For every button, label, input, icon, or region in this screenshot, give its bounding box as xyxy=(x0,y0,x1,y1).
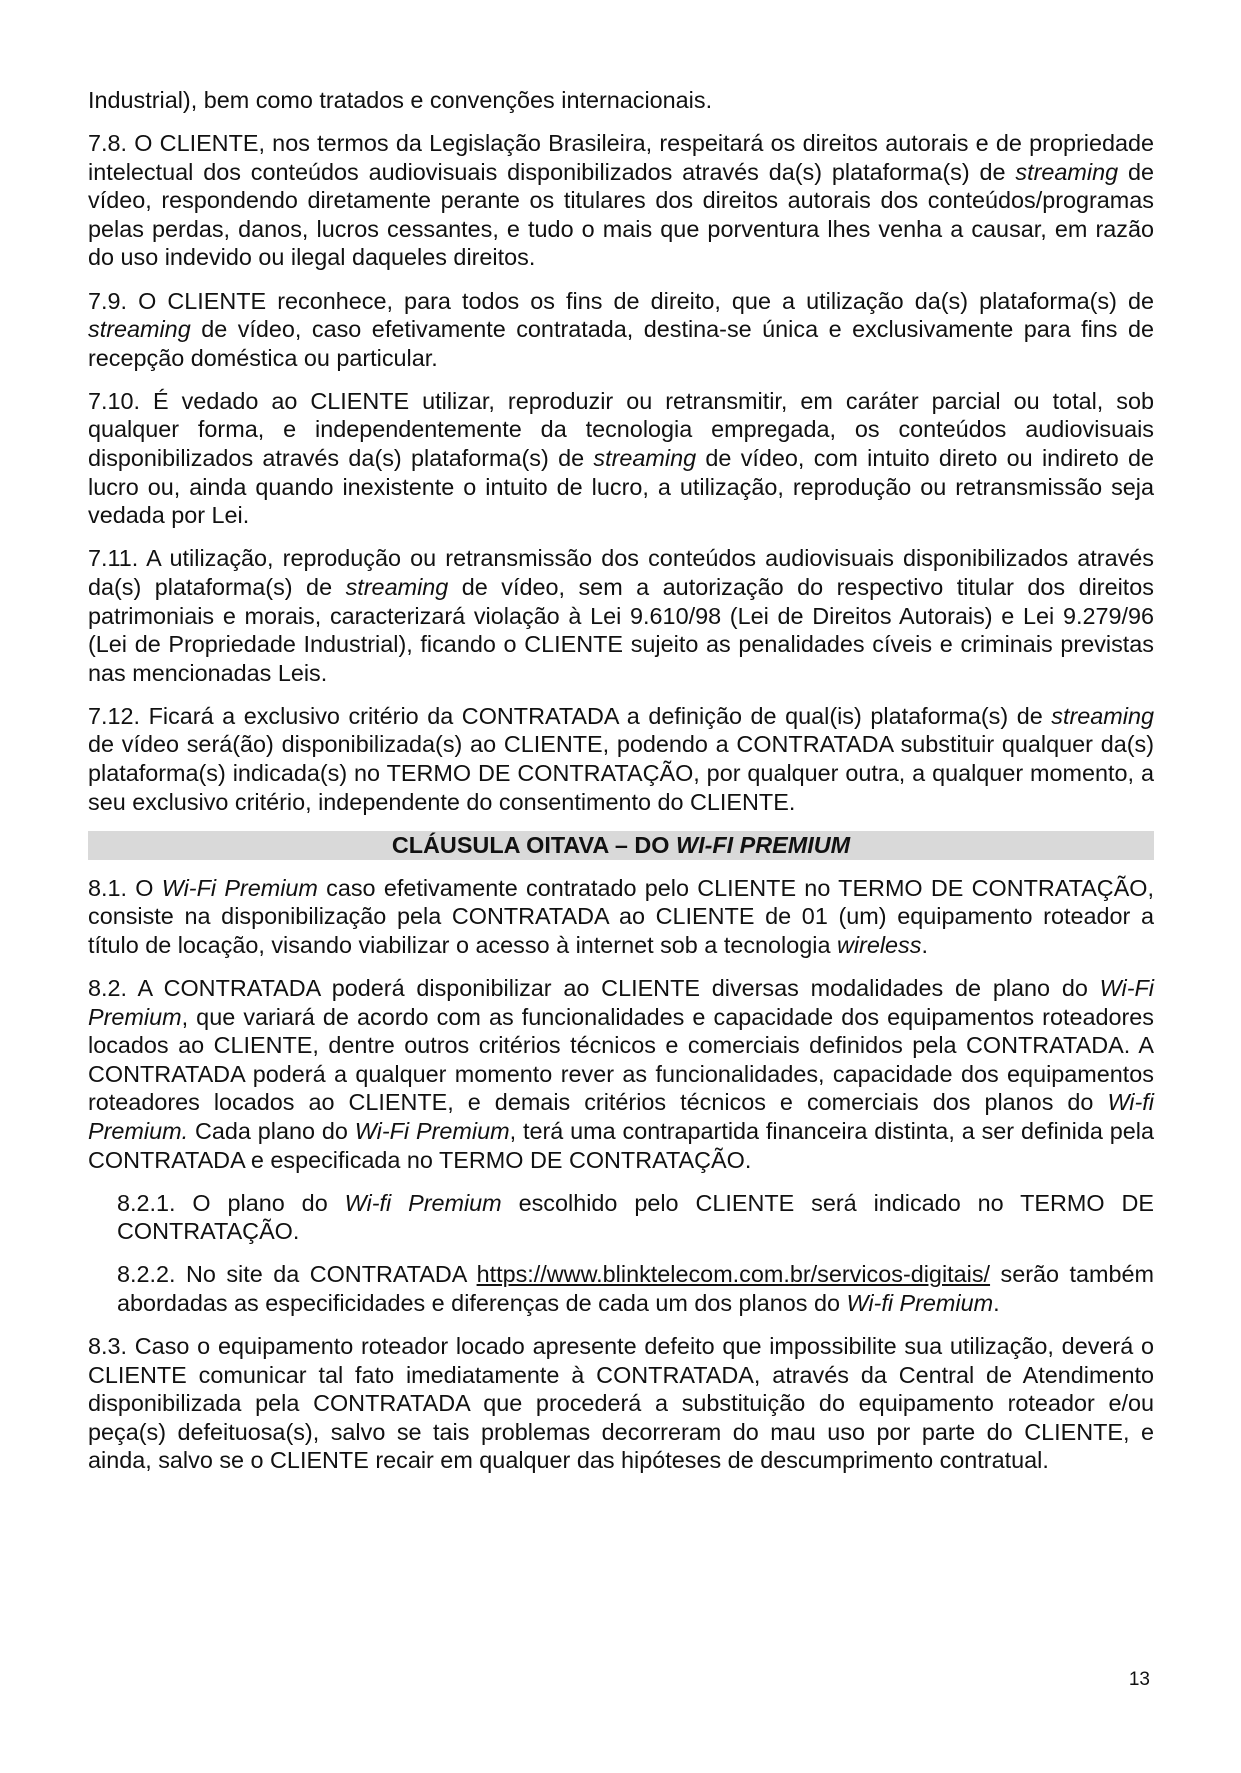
clause-8-1-text-c: caso efetivamente contratado pelo CLIENTE no TERMO DE CONTRATAÇÃO, consiste na disponibilização pela CONTRATADA ao CLIENTE de 01 (um) equipamento roteador a título de locação, visando viabilizar o acesso à internet sob a tecnologia xyxy=(88,874,1154,958)
intro-line-text: Industrial), bem como tratados e convenções internacionais. xyxy=(88,87,713,113)
clause-7-11-italic: streaming xyxy=(345,573,449,600)
document-body xyxy=(88,86,1154,1489)
intro-line xyxy=(88,86,1154,115)
clause-7-12-text-a: 7.12. Ficará a exclusivo critério da CONTRATADA a definição de qual(is) plataforma(s) de xyxy=(88,702,1052,729)
clause-8-2-1-italic: Wi-fi Premium xyxy=(344,1189,502,1216)
clause-8-heading-prefix: CLÁUSULA OITAVA – DO xyxy=(391,831,677,858)
clause-7-9-italic: streaming xyxy=(88,316,191,343)
clause-8-1-italic-b: Wi-Fi Premium xyxy=(161,874,318,901)
clause-7-8 xyxy=(88,129,1154,272)
clause-7-12 xyxy=(88,702,1154,816)
clause-7-12-text-c: de vídeo será(ão) disponibilizada(s) ao CLIENTE, podendo a CONTRATADA substituir qualquer da(s) plataforma(s) indicada(s) no TERMO DE CONTRATAÇÃO, por qualquer outra, a qualquer momento, a seu exclusivo critério, independente do consentimento do CLIENTE. xyxy=(88,731,1154,815)
clause-8-2-1-text-c: escolhido pelo CLIENTE será indicado no TERMO DE CONTRATAÇÃO. xyxy=(117,1189,1154,1245)
clause-7-9 xyxy=(88,287,1154,373)
clause-8-1 xyxy=(88,874,1154,960)
clause-8-2-text-e: Cada plano do xyxy=(188,1117,355,1144)
clause-8-heading xyxy=(88,831,1154,860)
page-number: 13 xyxy=(1128,1669,1150,1690)
clause-8-heading-italic: WI-FI PREMIUM xyxy=(676,831,851,858)
clause-7-9-text-a: 7.9. O CLIENTE reconhece, para todos os fins de direito, que a utilização da(s) plataforma(s) de xyxy=(88,287,1154,314)
clause-8-1-italic-d: wireless xyxy=(836,931,922,958)
clause-7-11 xyxy=(88,544,1154,687)
clause-7-10-text-c: de vídeo, com intuito direto ou indireto de lucro ou, ainda quando inexistente o intuito de lucro, a utilização, reprodução ou retransmissão seja vedada por Lei. xyxy=(88,445,1155,529)
clause-8-2-2-italic: Wi-fi Premium xyxy=(846,1289,994,1316)
clause-7-11-text-c: de vídeo, sem a autorização do respectivo titular dos direitos patrimoniais e morais, caracterizará violação à Lei 9.610/98 (Lei de Direitos Autorais) e Lei 9.279/96 (Lei de Propriedade Industrial), ficando o CLIENTE sujeito as penalidades cíveis e criminais previstas nas mencionadas Leis. xyxy=(88,573,1154,686)
clause-8-3-text: 8.3. Caso o equipamento roteador locado apresente defeito que impossibilite sua utilização, deverá o CLIENTE comunicar tal fato imediatamente à CONTRATADA, através da Central de Atendimento disponibilizada pela CONTRATADA que procederá a substituição do equipamento roteador e/ou peça(s) defeituosa(s), salvo se tais problemas decorreram do mau uso por parte do CLIENTE, e ainda, salvo se o CLIENTE recair em qualquer das hipóteses de descumprimento contratual. xyxy=(88,1332,1154,1474)
clause-7-12-italic: streaming xyxy=(1051,702,1154,729)
clause-7-8-text-c: de vídeo, respondendo diretamente perante os titulares dos direitos autorais dos conteúdos/programas pelas perdas, danos, lucros cessantes, e tudo o mais que porventura lhes venha a causar, em razão do uso indevido ou ilegal daqueles direitos. xyxy=(88,158,1154,271)
clause-8-2-italic-f: Wi-Fi Premium xyxy=(354,1117,510,1144)
clause-8-2-2-text-a: 8.2.2. No site da CONTRATADA xyxy=(117,1261,477,1288)
clause-8-2 xyxy=(88,974,1154,1174)
clause-8-2-2 xyxy=(117,1260,1154,1317)
clause-8-2-1-text-a: 8.2.1. O plano do xyxy=(117,1189,345,1216)
clause-8-2-italic-d: Wi-fi Premium. xyxy=(88,1089,1154,1144)
clause-8-1-text-a: 8.1. O xyxy=(88,874,162,901)
clause-8-1-text-e: . xyxy=(921,931,928,958)
clause-7-8-text-a: 7.8. O CLIENTE, nos termos da Legislação Brasileira, respeitará os direitos autorais e de propriedade intelectual dos conteúdos audiovisuais disponibilizados através da(s) plataforma(s) de xyxy=(88,130,1154,185)
clause-8-2-2-text-b: serão também abordadas as especificidades e diferenças de cada um dos planos do xyxy=(117,1261,1154,1316)
clause-8-3 xyxy=(88,1332,1154,1475)
blink-services-link[interactable]: https://www.blinktelecom.com.br/servicos-digitais/ xyxy=(476,1261,991,1288)
clause-7-8-italic: streaming xyxy=(1015,158,1119,185)
clause-7-10 xyxy=(88,387,1154,530)
clause-8-2-text-c: , que variará de acordo com as funcionalidades e capacidade dos equipamentos roteadores locados ao CLIENTE, dentre outros critérios técnicos e comerciais definidos pela CONTRATADA. A CONTRATADA poderá a qualquer momento rever as funcionalidades, capacidade dos equipamentos roteadores locados ao CLIENTE, e demais critérios técnicos e comerciais dos planos do xyxy=(88,1003,1154,1116)
clause-8-2-2-text-d: . xyxy=(993,1289,1000,1316)
clause-8-2-text-a: 8.2. A CONTRATADA poderá disponibilizar ao CLIENTE diversas modalidades de plano do xyxy=(88,974,1100,1001)
clause-8-2-italic-b: Wi-Fi Premium xyxy=(88,974,1154,1030)
clause-7-11-text-a: 7.11. A utilização, reprodução ou retransmissão dos conteúdos audiovisuais disponibilizados através da(s) plataforma(s) de xyxy=(88,545,1154,600)
clause-8-2-1 xyxy=(117,1189,1154,1246)
clause-7-10-text-a: 7.10. É vedado ao CLIENTE utilizar, reproduzir ou retransmitir, em caráter parcial ou total, sob qualquer forma, e independentemente da tecnologia empregada, os conteúdos audiovisuais disponibilizados através da(s) plataforma(s) de xyxy=(88,387,1154,472)
clause-7-10-italic: streaming xyxy=(593,445,697,472)
clause-7-9-text-c: de vídeo, caso efetivamente contratada, destina-se única e exclusivamente para fins de recepção doméstica ou particular. xyxy=(88,316,1154,371)
clause-8-2-text-g: , terá uma contrapartida financeira distinta, a ser definida pela CONTRATADA e especificada no TERMO DE CONTRATAÇÃO. xyxy=(88,1117,1154,1173)
